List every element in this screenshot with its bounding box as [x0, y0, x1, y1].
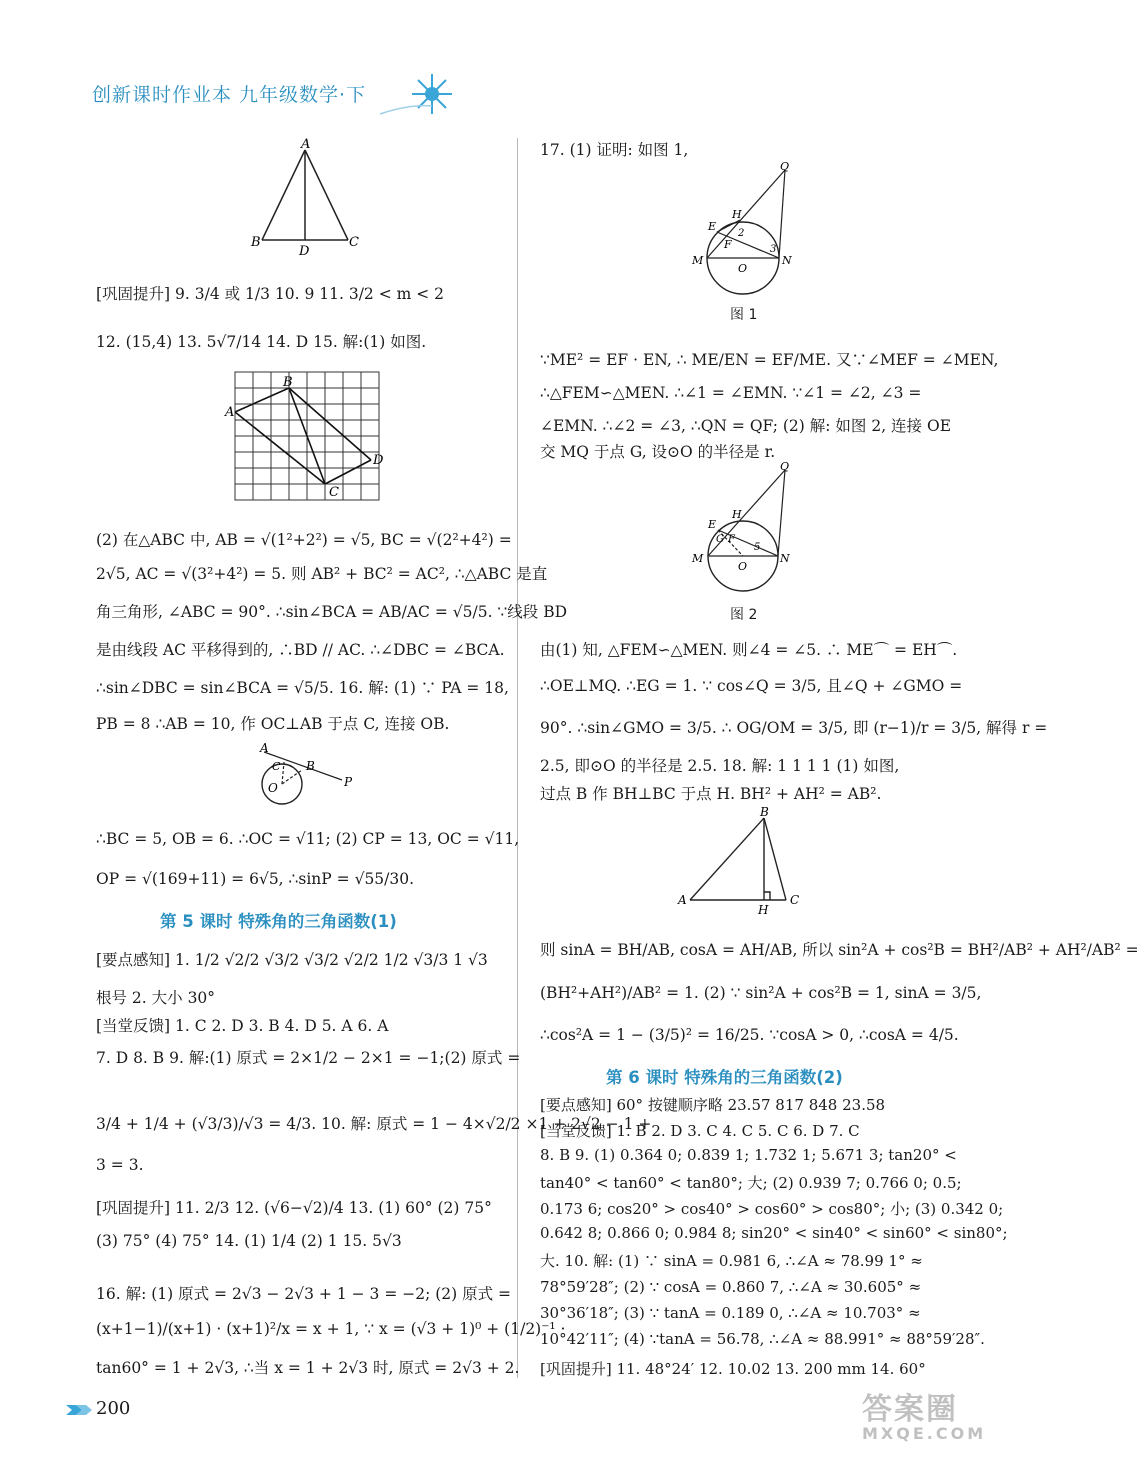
- text-line: [巩固提升] 11. 2/3 12. (√6−√2)/4 13. (1) 60° (2) 75°: [96, 1199, 492, 1217]
- text-line: 过点 B 作 BH⊥BC 于点 H. BH² + AH² = AB².: [540, 785, 882, 803]
- text-line: ∴OE⊥MQ. ∴EG = 1. ∵ cos∠Q = 3/5, 且∠Q + ∠GMO =: [540, 677, 963, 695]
- text-line: [要点感知] 1. 1/2 √2/2 √3/2 √3/2 √2/2 1/2 √3/3 1 √3: [96, 951, 488, 969]
- svg-text:E: E: [708, 518, 717, 531]
- running-header: 创新课时作业本 九年级数学·下: [92, 84, 367, 106]
- svg-text:F: F: [728, 534, 735, 545]
- svg-text:Q: Q: [780, 460, 790, 473]
- text-line: PB = 8 ∴AB = 10, 作 OC⊥AB 于点 C, 连接 OB.: [96, 715, 450, 733]
- snowflake-decoration-icon: [380, 66, 490, 126]
- isosceles-triangle-figure: [245, 138, 365, 258]
- watermark: [862, 1384, 986, 1443]
- svg-text:2: 2: [738, 228, 745, 239]
- svg-text:5: 5: [754, 542, 761, 553]
- svg-text:B: B: [760, 805, 769, 819]
- grid-figure: [225, 368, 395, 508]
- text-line: 则 sinA = BH/AB, cosA = AH/AB, 所以 sin²A + cos²B = BH²/AB² + AH²/AB² =: [540, 941, 1139, 959]
- svg-text:M: M: [692, 254, 704, 267]
- svg-text:N: N: [782, 254, 792, 267]
- figure-2-circle: [688, 460, 798, 592]
- text-line: [要点感知] 60° 按键顺序略 23.57 817 848 23.58: [540, 1096, 886, 1114]
- text-line: [巩固提升] 11. 48°24′ 12. 10.02 13. 200 mm 14. 60°: [540, 1360, 926, 1378]
- text-line: (2) 在△ABC 中, AB = √(1²+2²) = √5, BC = √(2²+4²) =: [96, 531, 512, 549]
- svg-text:O: O: [268, 781, 278, 795]
- text-line: 角三角形, ∠ABC = 90°. ∴sin∠BCA = AB/AC = √5/5. ∵线段 BD: [96, 603, 568, 621]
- section-6-title: 第 6 课时 特殊角的三角函数(2): [606, 1068, 843, 1087]
- text-line: ∠EMN. ∴∠2 = ∠3, ∴QN = QF; (2) 解: 如图 2, 连接 OE: [540, 417, 952, 435]
- text-line: 16. 解: (1) 原式 = 2√3 − 2√3 + 1 − 3 = −2; (2) 原式 =: [96, 1285, 512, 1303]
- svg-text:M: M: [692, 552, 704, 565]
- svg-text:D: D: [299, 244, 310, 259]
- svg-text:A: A: [678, 893, 687, 907]
- text-line: 90°. ∴sin∠GMO = 3/5. ∴ OG/OM = 3/5, 即 (r−1)/r = 3/5, 解得 r =: [540, 719, 1048, 737]
- svg-text:C: C: [272, 760, 281, 773]
- text-line: 0.642 8; 0.866 0; 0.984 8; sin20° < sin40° < sin60° < sin80°;: [540, 1224, 1008, 1242]
- text-line: [巩固提升] 9. 3/4 或 1/3 10. 9 11. 3/2 < m < 2: [96, 285, 445, 303]
- text-line: 2.5, 即⊙O 的半径是 2.5. 18. 解: 1 1 1 1 (1) 如图,: [540, 757, 900, 775]
- svg-text:3: 3: [770, 244, 777, 255]
- text-line: 7. D 8. B 9. 解:(1) 原式 = 2×1/2 − 2×1 = −1;(2) 原式 =: [96, 1049, 521, 1067]
- text-line: [当堂反馈] 1. C 2. D 3. B 4. D 5. A 6. A: [96, 1017, 389, 1035]
- figure-2-caption: 图 2: [730, 607, 758, 623]
- text-line: 2√5, AC = √(3²+4²) = 5. 则 AB² + BC² = AC², ∴△ABC 是直: [96, 565, 548, 583]
- page-number: 200: [96, 1398, 131, 1419]
- text-line: 大. 10. 解: (1) ∵ sinA = 0.981 6, ∴∠A ≈ 78.99 1° ≈: [540, 1252, 923, 1270]
- svg-text:A: A: [260, 741, 269, 755]
- svg-text:C: C: [349, 235, 359, 250]
- right-triangle-figure: [676, 805, 816, 920]
- svg-text:H: H: [732, 508, 742, 521]
- text-line: ∴BC = 5, OB = 6. ∴OC = √11; (2) CP = 13, OC = √11,: [96, 830, 520, 848]
- text-line: (3) 75° (4) 75° 14. (1) 1/4 (2) 1 15. 5√3: [96, 1232, 402, 1250]
- text-line: 30°36′18″; (3) ∵ tanA = 0.189 0, ∴∠A ≈ 10.703° ≈: [540, 1304, 921, 1322]
- text-line: tan60° = 1 + 2√3, ∴当 x = 1 + 2√3 时, 原式 = 2√3 + 2.: [96, 1359, 520, 1377]
- svg-text:E: E: [708, 220, 717, 233]
- svg-text:F: F: [724, 238, 732, 251]
- text-line: ∴sin∠DBC = sin∠BCA = √5/5. 16. 解: (1) ∵ PA = 18,: [96, 679, 509, 697]
- text-line: 78°59′28″; (2) ∵ cosA = 0.860 7, ∴∠A ≈ 30.605° ≈: [540, 1278, 922, 1296]
- text-line: OP = √(169+11) = 6√5, ∴sinP = √55/30.: [96, 870, 415, 888]
- text-line: ∴△FEM∽△MEN. ∴∠1 = ∠EMN. ∵∠1 = ∠2, ∠3 =: [540, 384, 922, 402]
- svg-text:G: G: [716, 534, 724, 545]
- text-line: 10°42′11″; (4) ∵tanA = 56.78, ∴∠A ≈ 88.991° ≈ 88°59′28″.: [540, 1330, 985, 1348]
- svg-text:A: A: [301, 137, 311, 152]
- svg-text:B: B: [306, 759, 315, 773]
- text-line: 根号 2. 大小 30°: [96, 989, 216, 1007]
- watermark-logo-text: 答案圈: [862, 1392, 958, 1427]
- text-line: 17. (1) 证明: 如图 1,: [540, 141, 689, 159]
- page-arrow-icon: [66, 1403, 94, 1417]
- svg-text:A: A: [225, 405, 235, 420]
- svg-text:H: H: [732, 208, 742, 221]
- watermark-url: MXQE.COM: [862, 1424, 987, 1443]
- text-line: 8. B 9. (1) 0.364 0; 0.839 1; 1.732 1; 5.671 3; tan20° <: [540, 1146, 957, 1164]
- svg-text:P: P: [344, 775, 353, 789]
- text-line: 3 = 3.: [96, 1156, 144, 1174]
- text-line: 交 MQ 于点 G, 设⊙O 的半径是 r.: [540, 443, 776, 461]
- figure-1-circle: [688, 160, 798, 300]
- text-line: (BH²+AH²)/AB² = 1. (2) ∵ sin²A + cos²B = 1, sinA = 3/5,: [540, 984, 982, 1002]
- text-line: (x+1−1)/(x+1) · (x+1)²/x = x + 1, ∵ x = (√3 + 1)⁰ + (1/2)⁻¹ ·: [96, 1320, 566, 1338]
- text-line: tan40° < tan60° < tan80°; 大; (2) 0.939 7; 0.766 0; 0.5;: [540, 1174, 962, 1192]
- figure-1-caption: 图 1: [730, 307, 758, 323]
- text-line: 3/4 + 1/4 + (√3/3)/√3 = 4/3. 10. 解: 原式 = 1 − 4×√2/2 ×1 + 2√2 − 1 +: [96, 1115, 652, 1133]
- circle-tangent-figure: [250, 742, 360, 808]
- svg-text:O: O: [738, 262, 748, 275]
- text-line: ∵ME² = EF · EN, ∴ ME/EN = EF/ME. 又∵∠MEF = ∠MEN,: [540, 351, 999, 369]
- text-line: 0.173 6; cos20° > cos40° > cos60° > cos80°; 小; (3) 0.342 0;: [540, 1200, 1004, 1218]
- svg-text:C: C: [329, 485, 339, 500]
- text-line: ∴cos²A = 1 − (3/5)² = 16/25. ∵cosA > 0, ∴cosA = 4/5.: [540, 1026, 959, 1044]
- svg-text:B: B: [283, 375, 293, 390]
- section-5-title: 第 5 课时 特殊角的三角函数(1): [160, 912, 397, 931]
- svg-text:H: H: [758, 903, 769, 917]
- svg-text:N: N: [780, 552, 790, 565]
- text-line: [当堂反馈] 1. B 2. D 3. C 4. C 5. C 6. D 7. C: [540, 1122, 860, 1140]
- text-line: 是由线段 AC 平移得到的, ∴BD // AC. ∴∠DBC = ∠BCA.: [96, 641, 505, 659]
- svg-text:B: B: [251, 235, 261, 250]
- text-line: 12. (15,4) 13. 5√7/14 14. D 15. 解:(1) 如图.: [96, 333, 427, 351]
- svg-text:D: D: [373, 453, 384, 468]
- text-line: 由(1) 知, △FEM∽△MEN. 则∠4 = ∠5. ∴ ME⌒ = EH⌒.: [540, 641, 958, 659]
- column-divider: [517, 138, 518, 1378]
- svg-text:C: C: [790, 893, 800, 907]
- svg-text:O: O: [738, 560, 748, 573]
- svg-text:Q: Q: [780, 160, 790, 173]
